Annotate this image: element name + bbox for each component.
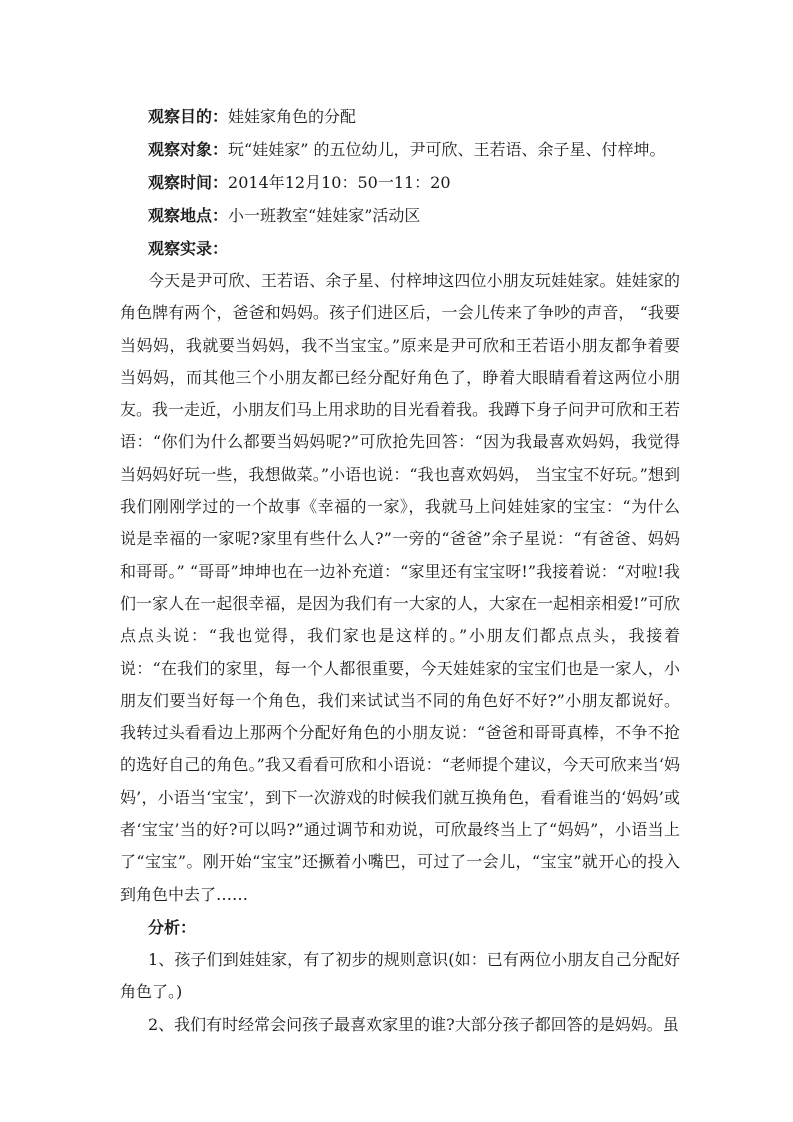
observation-purpose [120, 100, 680, 133]
analysis-heading: 分析： [148, 917, 197, 937]
target-value: 玩“娃娃家” 的五位幼儿，尹可欣、王若语、余子星、付梓坤。 [228, 140, 666, 159]
place-label: 观察地点： [148, 206, 229, 225]
document-body [120, 100, 680, 1041]
purpose-value: 娃娃家角色的分配 [228, 107, 357, 126]
record-paragraph: 今天是尹可欣、王若语、余子星、付梓坤这四位小朋友玩娃娃家。娃娃家的角色牌有两个，爸爸和妈妈。孩子们进区后，一会儿传来了争吵的声音， “我要当妈妈，我就要当妈妈，我不当宝宝。”原来是尹可欣和王若语小朋友都争着要当妈妈，而其他三个小朋友都已经分配好角色了，睁着大眼睛看着这两位小朋友。我一走近，小朋友们马上用求助的目光看着我。我蹲下身子问尹可欣和王若语：“你们为什么都要当妈妈呢?”可欣抢先回答：“因为我最喜欢妈妈，我觉得当妈妈好玩一些，我想做菜。”小语也说：“我也喜欢妈妈， 当宝宝不好玩。”想到我们刚刚学过的一个故事《幸福的一家》，我就马上问娃娃家的宝宝：“为什么说是幸福的一家呢?家里有些什么人?”一旁的“爸爸”余子星说：“有爸爸、妈妈和哥哥。” “哥哥”坤坤也在一边补充道：“家里还有宝宝呀!”我接着说：“对啦!我们一家人在一起很幸福，是因为我们有一大家的人，大家在一起相亲相爱!”可欣点点头说：“我也觉得，我们家也是这样的。”小朋友们都点点头，我接着说：“在我们的家里，每一个人都很重要，今天娃娃家的宝宝们也是一家人，小朋友们要当好每一个角色，我们来试试当不同的角色好不好?”小朋友都说好。我转过头看看边上那两个分配好角色的小朋友说：“爸爸和哥哥真棒，不争不抢的选好自己的角色。”我又看看可欣和小语说：“老师提个建议，今天可欣来当‘妈妈’，小语当‘宝宝’，到下一次游戏的时候我们就互换角色，看看谁当的‘妈妈’或者‘宝宝’当的好?可以吗?”通过调节和劝说，可欣最终当上了“妈妈”，小语当上了“宝宝”。刚开始“宝宝”还撅着小嘴巴，可过了一会儿，“宝宝”就开心的投入到角色中去了…… [120, 271, 681, 904]
time-label: 观察时间： [148, 173, 229, 192]
time-value: 2014年12月10：50一11：20 [228, 173, 451, 192]
purpose-label: 观察目的： [148, 107, 229, 126]
analysis-item-2: 2、我们有时经常会问孩子最喜欢家里的谁?大部分孩子都回答的是妈妈。虽 [148, 1014, 679, 1034]
analysis-item-1: 1、孩子们到娃娃家，有了初步的规则意识(如：已有两位小朋友自己分配好角色了。) [120, 949, 680, 1002]
record-heading: 观察实录： [148, 239, 229, 258]
target-label: 观察对象： [148, 140, 229, 159]
place-value: 小一班教室“娃娃家”活动区 [228, 206, 421, 225]
observation-target [120, 133, 680, 166]
observation-place [120, 199, 680, 232]
observation-time [120, 166, 680, 199]
